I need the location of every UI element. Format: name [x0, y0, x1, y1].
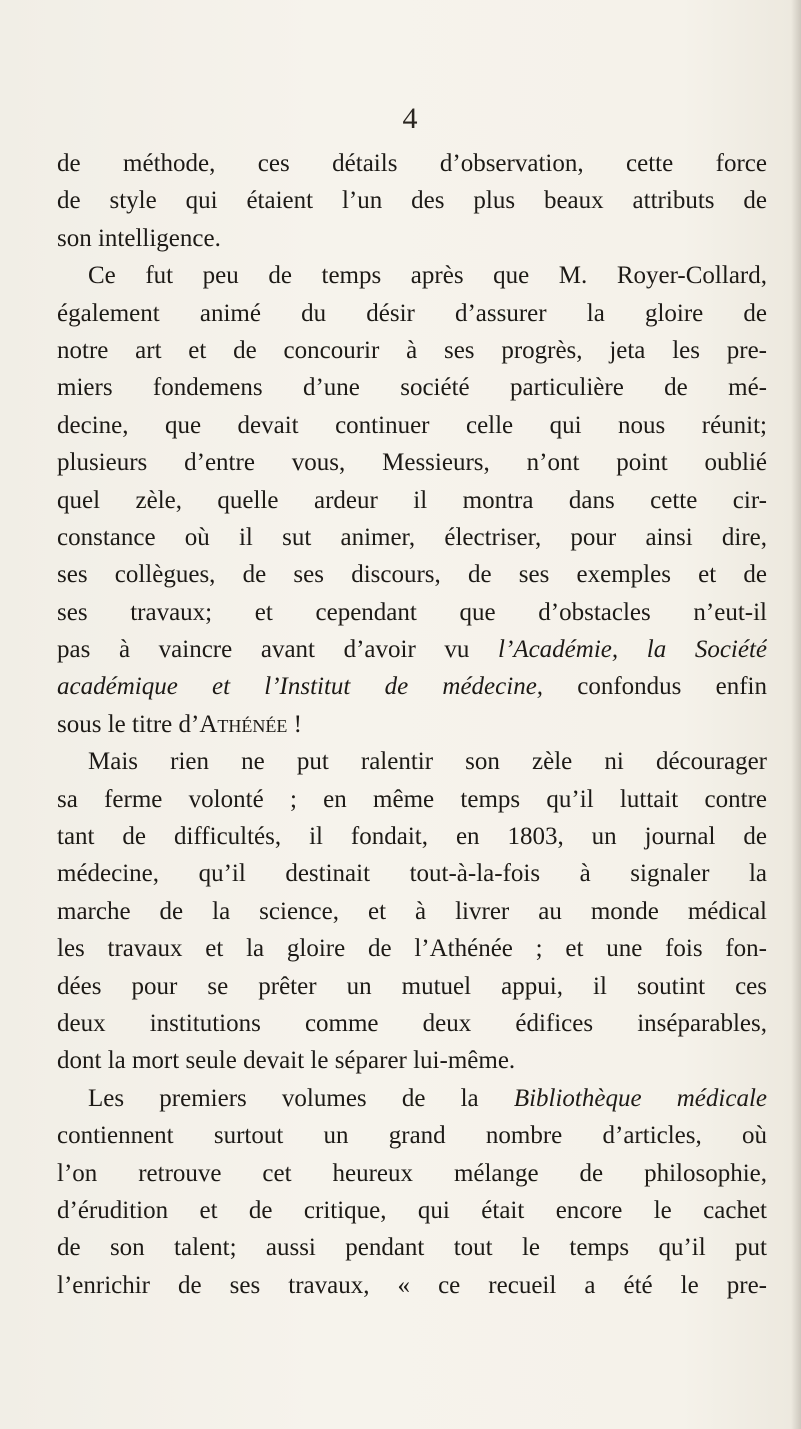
text-line [57, 594, 767, 631]
page-number: 4 [402, 102, 418, 135]
text-run: tant de difficultés, il fondait, en 1803, un journal de [57, 823, 767, 851]
text-line [57, 706, 767, 743]
text-run: plusieurs d’entre vous, Messieurs, n’ont point oublié [57, 449, 767, 477]
text-line [57, 1155, 767, 1192]
text-run: également animé du désir d’assurer la gloire de [57, 299, 767, 327]
text-run: sa ferme volonté ; en même temps qu’il luttait contre [57, 785, 767, 813]
text-run: pas à vaincre avant d’avoir vu [57, 636, 499, 664]
text-line [57, 482, 767, 519]
text-line [57, 1005, 767, 1042]
text-run: marche de la science, et à livrer au monde médical [57, 897, 767, 925]
small-caps-text: Athénée [199, 710, 288, 738]
italic-text: l’Académie, la Société [498, 636, 767, 664]
text-line [57, 781, 767, 818]
text-line [57, 930, 767, 967]
text-line [57, 145, 767, 182]
text-run: son intelligence. [57, 224, 221, 252]
text-run: decine, que devait continuer celle qui nous réunit; [57, 411, 767, 439]
text-run: d’érudition et de critique, qui était encore le cachet [57, 1196, 767, 1224]
text-line [57, 968, 767, 1005]
text-line [57, 332, 767, 369]
text-line [57, 444, 767, 481]
text-line [57, 257, 767, 294]
italic-text: Bibliothèque médicale [513, 1084, 767, 1112]
text-run: sous le titre d’ [57, 710, 200, 738]
text-line [57, 556, 767, 593]
text-run: l’enrichir de ses travaux, « ce recueil a été le pre- [57, 1271, 767, 1299]
text-run: ! [287, 710, 302, 738]
text-run: miers fondemens d’une société particulière de mé- [57, 374, 767, 402]
text-line [57, 519, 767, 556]
text-run: constance où il sut animer, électriser, pour ainsi dire, [57, 523, 767, 551]
text-run: Ce fut peu de temps après que M. Royer-Collard, [88, 262, 767, 290]
text-run: de méthode, ces détails d’observation, cette force [57, 150, 767, 177]
text-line [57, 182, 767, 219]
text-run: contiennent surtout un grand nombre d’articles, où [57, 1122, 767, 1150]
text-line [57, 668, 767, 705]
text-line [57, 220, 767, 257]
text-line [57, 743, 767, 780]
page-edge-shadow [791, 0, 801, 1429]
text-run: médecine, qu’il destinait tout-à-la-fois à signaler la [57, 860, 767, 888]
text-line [57, 818, 767, 855]
text-run: deux institutions comme deux édifices inséparables, [57, 1009, 767, 1037]
text-run: dont la mort seule devait le séparer lui-même. [57, 1047, 516, 1075]
text-run: Les premiers volumes de la [88, 1084, 514, 1112]
text-run: confondus enfin [543, 673, 767, 701]
text-run: de son talent; aussi pendant tout le temps qu’il put [57, 1234, 767, 1262]
italic-text: académique et l’Institut de médecine, [57, 673, 544, 701]
text-run: l’on retrouve cet heureux mélange de philosophie, [57, 1159, 767, 1187]
text-run: Mais rien ne put ralentir son zèle ni décourager [88, 748, 767, 776]
text-line [57, 407, 767, 444]
text-run: dées pour se prêter un mutuel appui, il soutint ces [57, 972, 767, 1000]
text-line [57, 1267, 767, 1304]
text-line [57, 369, 767, 406]
text-line [57, 295, 767, 332]
text-line [57, 1192, 767, 1229]
text-line [57, 1042, 767, 1079]
text-line [57, 1117, 767, 1154]
text-run: quel zèle, quelle ardeur il montra dans cette cir- [57, 486, 767, 514]
text-run: notre art et de concourir à ses progrès, jeta les pre- [57, 336, 767, 364]
text-run: de style qui étaient l’un des plus beaux attributs de [57, 187, 767, 215]
body-text [57, 145, 767, 1304]
text-line [57, 1080, 767, 1117]
text-run: les travaux et la gloire de l’Athénée ; et une fois fon- [57, 935, 767, 963]
text-line [57, 893, 767, 930]
text-run: ses collègues, de ses discours, de ses exemples et de [57, 561, 767, 589]
text-line [57, 1229, 767, 1266]
text-line [57, 631, 767, 668]
text-run: ses travaux; et cependant que d’obstacles n’eut-il [57, 598, 767, 626]
text-line [57, 855, 767, 892]
